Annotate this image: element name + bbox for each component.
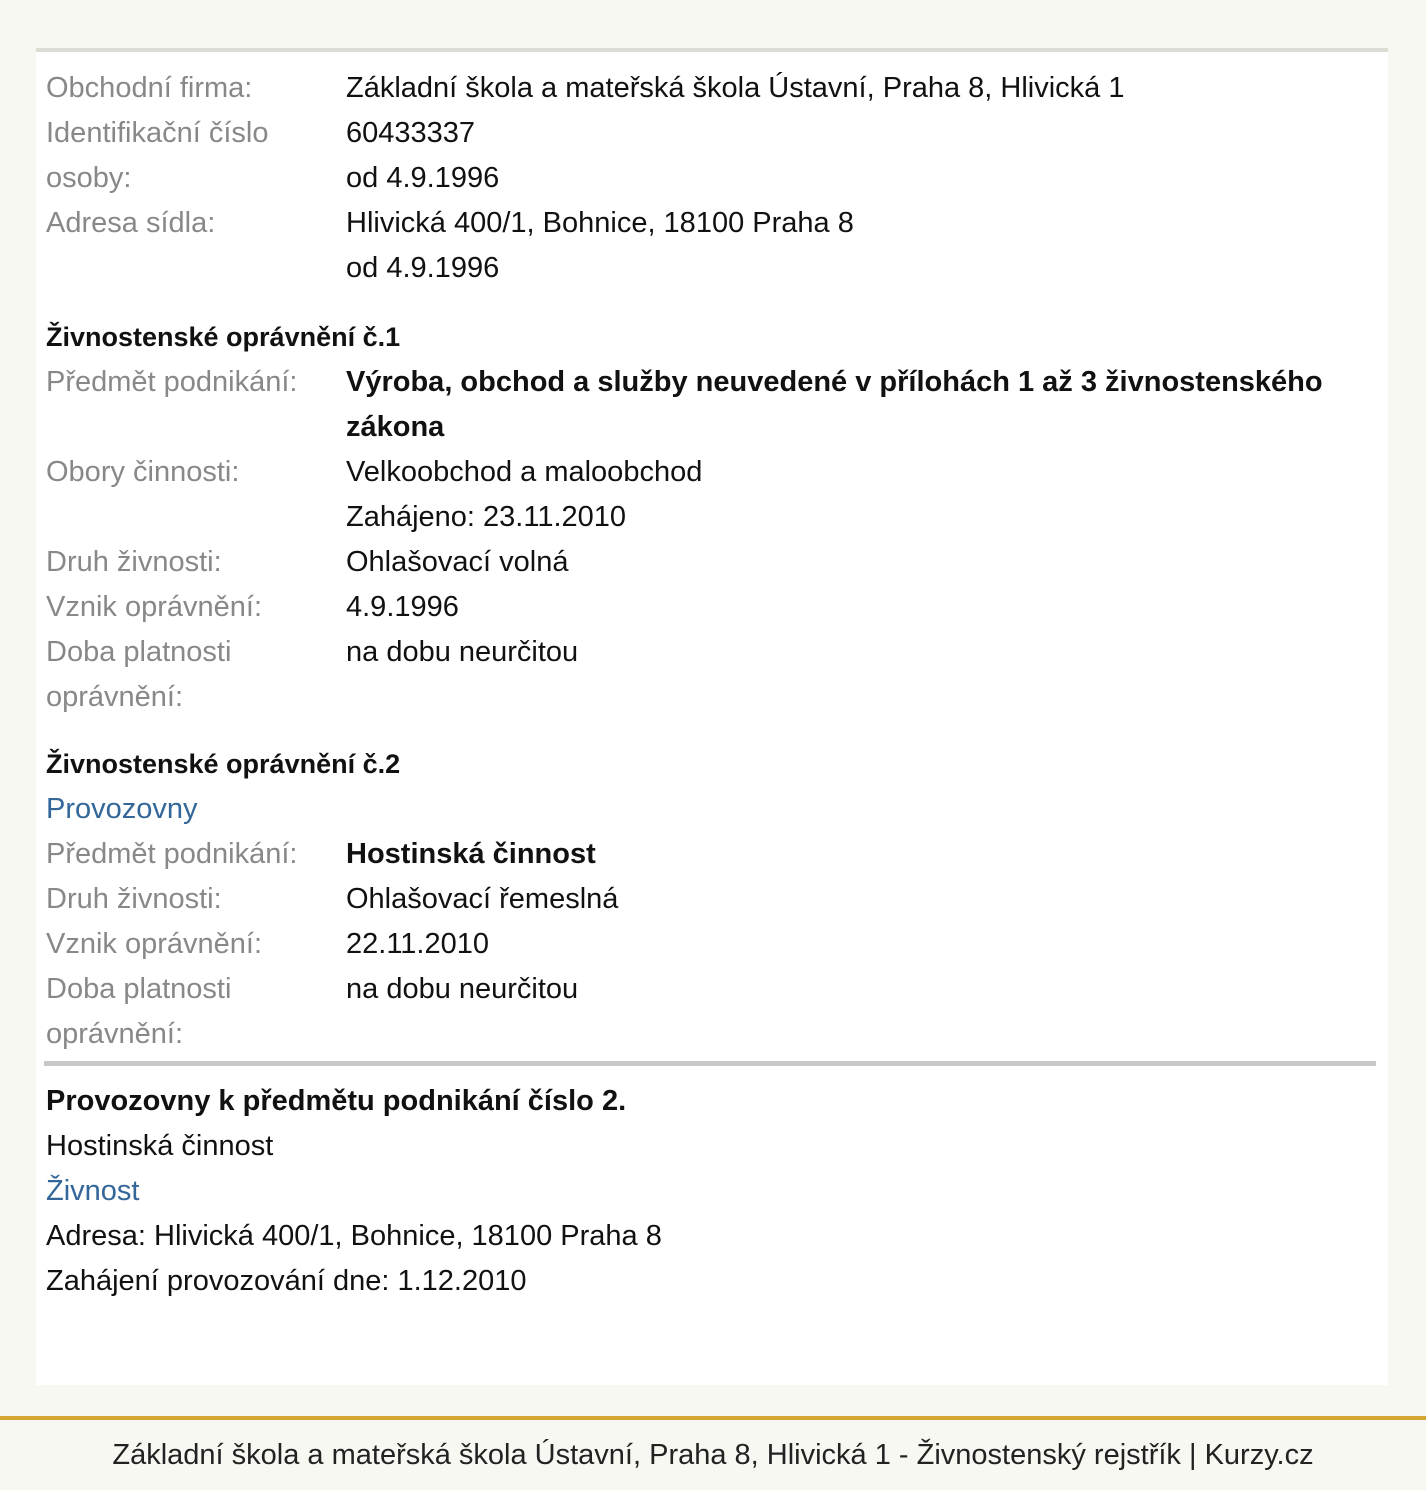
- licence1-validity-row: [46, 630, 1378, 720]
- licence2-type-row: [46, 877, 1378, 922]
- licence1-fields-label: Obory činnosti:: [46, 456, 240, 488]
- licence2-premises-link[interactable]: Provozovny: [46, 793, 198, 825]
- licence2-validity-value: na dobu neurčitou: [346, 973, 579, 1005]
- company-address-since: od 4.9.1996: [346, 252, 500, 284]
- licence2-validity-label: [46, 967, 346, 1057]
- licence1-validity-value: na dobu neurčitou: [346, 636, 579, 668]
- licence1-validity-label-line2: oprávnění:: [46, 681, 184, 713]
- licence2-title: Živnostenské oprávnění č.2: [46, 749, 401, 779]
- licence1-type-value: Ohlašovací volná: [346, 546, 569, 578]
- licence1-fields-value: Velkoobchod a maloobchod: [346, 456, 703, 488]
- licence2-type-label: Druh živnosti:: [46, 883, 222, 915]
- premises-title: Provozovny k předmětu podnikání číslo 2.: [46, 1085, 627, 1117]
- licence1-subject-label: Předmět podnikání:: [46, 366, 298, 398]
- licence1-subject-row: [46, 360, 1378, 450]
- company-address-value-block: [346, 201, 1378, 291]
- detail-content: [46, 66, 1378, 1304]
- company-id-value-block: [346, 111, 1378, 201]
- licence2-subject-label: Předmět podnikání:: [46, 838, 298, 870]
- licence1-fields-row: [46, 450, 1378, 540]
- company-id-label-line2: osoby:: [46, 162, 132, 194]
- licence1-type-label: Druh živnosti:: [46, 546, 222, 578]
- company-name-value: Základní škola a mateřská škola Ústavní, Praha 8, Hlivická 1: [346, 72, 1125, 104]
- licence2-subject-value: Hostinská činnost: [346, 838, 596, 870]
- licence2-validity-label-line1: Doba platnosti: [46, 973, 232, 1005]
- premises-started: Zahájení provozování dne: 1.12.2010: [46, 1265, 527, 1297]
- company-id-label-line1: Identifikační číslo: [46, 117, 269, 149]
- company-id-since: od 4.9.1996: [346, 162, 500, 194]
- licence1-type-row: [46, 540, 1378, 585]
- licence2-type-value: Ohlašovací řemeslná: [346, 883, 619, 915]
- licence2-origin-label: Vznik oprávnění:: [46, 928, 263, 960]
- licence1-origin-value: 4.9.1996: [346, 591, 459, 623]
- detail-panel: [36, 48, 1388, 1385]
- licence2-origin-value: 22.11.2010: [346, 928, 489, 960]
- licence1-subject-line1: Výroba, obchod a služby neuvedené v přílohách 1 až 3 živnostenského: [346, 366, 1323, 398]
- licence2-origin-row: [46, 922, 1378, 967]
- licence1-subject-value-block: [346, 360, 1378, 450]
- company-id-label: [46, 111, 346, 201]
- company-name-label: Obchodní firma:: [46, 72, 253, 104]
- company-id-value: 60433337: [346, 117, 476, 149]
- page-footer: Základní škola a mateřská škola Ústavní, Praha 8, Hlivická 1 - Živnostenský rejstřík | Kurzy.cz: [112, 1439, 1314, 1471]
- company-address-row: [46, 201, 1378, 291]
- licence2-validity-row: [46, 967, 1378, 1057]
- company-id-row: [46, 111, 1378, 201]
- licence2-validity-label-line2: oprávnění:: [46, 1018, 184, 1050]
- licence1-subject-line2: zákona: [346, 411, 445, 443]
- company-address-value: Hlivická 400/1, Bohnice, 18100 Praha 8: [346, 207, 854, 239]
- licence1-origin-label: Vznik oprávnění:: [46, 591, 263, 623]
- premises-address: Adresa: Hlivická 400/1, Bohnice, 18100 Praha 8: [46, 1220, 662, 1252]
- licence2-subject-row: [46, 832, 1378, 877]
- premises-trade-link[interactable]: Živnost: [46, 1175, 140, 1207]
- premises-activity: Hostinská činnost: [46, 1130, 274, 1162]
- licence1-fields-value-block: [346, 450, 1378, 540]
- company-address-label: Adresa sídla:: [46, 207, 216, 239]
- licence1-title: Živnostenské oprávnění č.1: [46, 322, 401, 352]
- licence1-validity-label: [46, 630, 346, 720]
- company-name-row: [46, 66, 1378, 111]
- section-divider: [44, 1061, 1376, 1066]
- licence1-origin-row: [46, 585, 1378, 630]
- licence1-validity-label-line1: Doba platnosti: [46, 636, 232, 668]
- licence1-fields-started: Zahájeno: 23.11.2010: [346, 501, 627, 533]
